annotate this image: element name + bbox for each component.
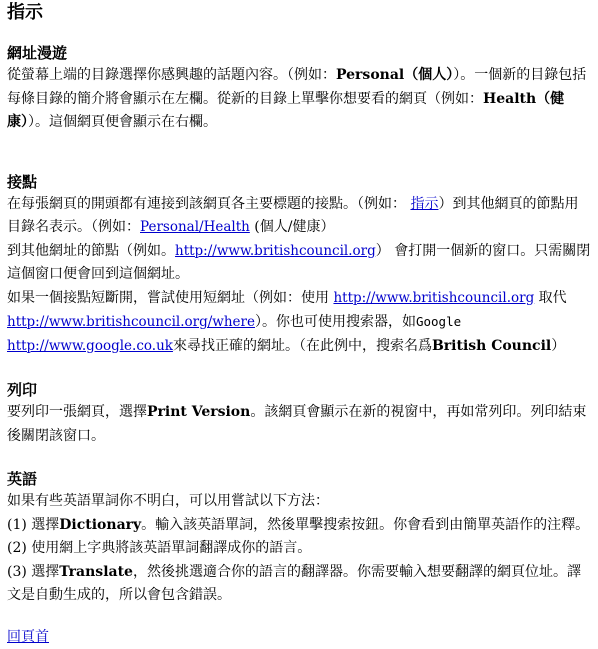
back-to-top-link[interactable]: 回頁首 xyxy=(7,629,49,645)
links-text-g: 取代 xyxy=(534,290,566,306)
section-heading-print: 列印 xyxy=(7,379,592,401)
section-heading-links: 接點 xyxy=(7,171,592,193)
browsing-text-a: 從螢幕上端的目錄選擇你感興趣的話題內容。（例如： xyxy=(7,67,336,83)
print-paragraph xyxy=(7,401,592,448)
method-3-text-a: (3) 選擇 xyxy=(7,564,59,580)
britishcouncil-link-1[interactable]: http://www.britishcouncil.org xyxy=(175,243,376,259)
english-method-1 xyxy=(7,514,592,538)
section-links xyxy=(7,171,592,359)
print-text-a: 要列印一張網頁，選擇 xyxy=(7,404,147,420)
google-term: Google xyxy=(416,314,461,329)
links-paragraph-1 xyxy=(7,193,592,240)
section-browsing xyxy=(7,42,592,135)
links-paragraph-3 xyxy=(7,287,592,359)
method-1-text-b: 。輸入該英語單詞，然後單擊搜索按鈕。你會看到由簡單英語作的注釋。 xyxy=(141,517,589,533)
links-text-b: ）到其他網頁的節點用目錄名表示。（例如： xyxy=(7,196,578,236)
personal-term: Personal（個人） xyxy=(336,67,453,83)
health-term: Health（健康） xyxy=(7,91,564,131)
google-link[interactable]: http://www.google.co.uk xyxy=(7,338,173,354)
english-method-2: (2) 使用網上字典將該英語單詞翻譯成你的語言。 xyxy=(7,537,592,561)
translate-term: Translate xyxy=(59,564,133,580)
section-heading-browsing: 網址漫遊 xyxy=(7,42,592,64)
page-title: 指示 xyxy=(7,0,592,25)
section-print xyxy=(7,379,592,448)
method-3-text-b: ，然後挑選適合你的語言的翻譯器。你需要輸入想要翻譯的網頁位址。譯文是自動生成的，所以會包含錯誤。 xyxy=(7,564,581,604)
section-heading-english: 英語 xyxy=(7,468,592,490)
links-paragraph-2 xyxy=(7,240,592,287)
browsing-text-c: ）。這個網頁便會顯示在右欄。 xyxy=(28,114,217,130)
links-text-j: ） xyxy=(551,338,565,354)
links-text-f: 如果一個接點短斷開，嘗試使用短網址（例如：使用 xyxy=(7,290,333,306)
links-text-e: ） 會打開一個新的窗口。只需關閉這個窗口便會回到這個網址。 xyxy=(7,243,590,283)
browsing-paragraph xyxy=(7,64,592,135)
instructions-link[interactable]: 指示 xyxy=(410,196,438,212)
english-intro: 如果有些英語單詞你不明白，可以用嘗試以下方法： xyxy=(7,490,592,514)
browsing-text-b: ）。一個新的目錄包括每條目錄的簡介將會顯示在左欄。從新的目錄上單擊你想要看的網頁（例如： xyxy=(7,67,586,107)
method-1-text-a: (1) 選擇 xyxy=(7,517,59,533)
british-council-term: British Council xyxy=(432,338,551,354)
links-text-i: 來尋找正確的網址。（在此例中，搜索名爲 xyxy=(173,338,432,354)
dictionary-term: Dictionary xyxy=(59,517,141,533)
links-text-c: (個人/健康） xyxy=(250,219,335,235)
links-text-a: 在每張網頁的開頭都有連接到該網頁各主要標題的接點。（例如： xyxy=(7,196,406,212)
print-version-term: Print Version xyxy=(147,404,250,420)
footer xyxy=(7,626,592,649)
britishcouncil-link-2[interactable]: http://www.britishcouncil.org xyxy=(333,290,534,306)
section-english xyxy=(7,468,592,608)
english-method-3 xyxy=(7,561,592,608)
links-text-d: 到其他網址的節點（例如。 xyxy=(7,243,175,259)
print-text-b: 。該網頁會顯示在新的視窗中，再如常列印。列印結束後關閉該窗口。 xyxy=(7,404,586,444)
personal-health-link[interactable]: Personal/Health xyxy=(140,219,250,235)
britishcouncil-where-link[interactable]: http://www.britishcouncil.org/where xyxy=(7,314,255,330)
links-text-h: ）。你也可使用搜索器，如 xyxy=(255,314,416,330)
